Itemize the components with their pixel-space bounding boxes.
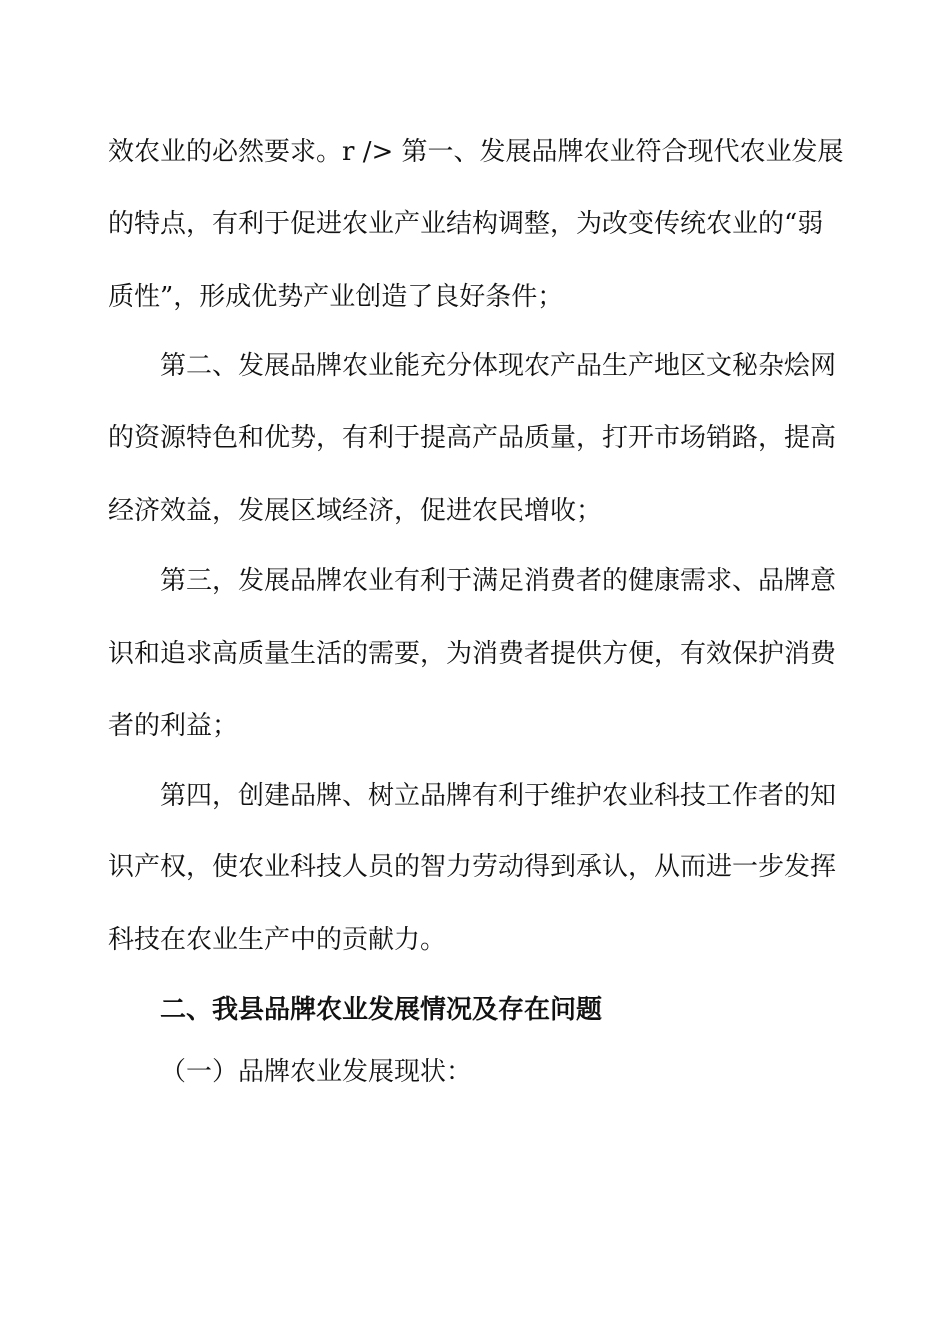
paragraph-1-line-1: 效农业的必然要求。r /> 第一、发展品牌农业符合现代农业发展 (108, 137, 844, 167)
paragraph-1-line-3: 质性”，形成优势产业创造了良好条件； (108, 282, 564, 312)
paragraph-2-line-2: 的资源特色和优势，有利于提高产品质量，打开市场销路，提高 (108, 423, 837, 453)
paragraph-2-line-3: 经济效益，发展区域经济，促进农民增收； (108, 496, 603, 526)
section-heading: 二、我县品牌农业发展情况及存在问题 (160, 995, 603, 1025)
paragraph-3-line-2: 识和追求高质量生活的需要，为消费者提供方便，有效保护消费 (108, 639, 837, 669)
paragraph-4-line-1: 第四，创建品牌、树立品牌有利于维护农业科技工作者的知 (160, 781, 837, 811)
paragraph-4-line-3: 科技在农业生产中的贡献力。 (108, 925, 447, 955)
paragraph-3-line-3: 者的利益； (108, 711, 239, 741)
subsection-heading: （一）品牌农业发展现状： (160, 1057, 473, 1087)
paragraph-1-line-2: 的特点，有利于促进农业产业结构调整，为改变传统农业的“弱 (108, 209, 824, 239)
paragraph-4-line-2: 识产权，使农业科技人员的智力劳动得到承认，从而进一步发挥 (108, 852, 837, 882)
paragraph-3-line-1: 第三，发展品牌农业有利于满足消费者的健康需求、品牌意 (160, 566, 837, 596)
paragraph-2-line-1: 第二、发展品牌农业能充分体现农产品生产地区文秘杂烩网 (160, 351, 837, 381)
